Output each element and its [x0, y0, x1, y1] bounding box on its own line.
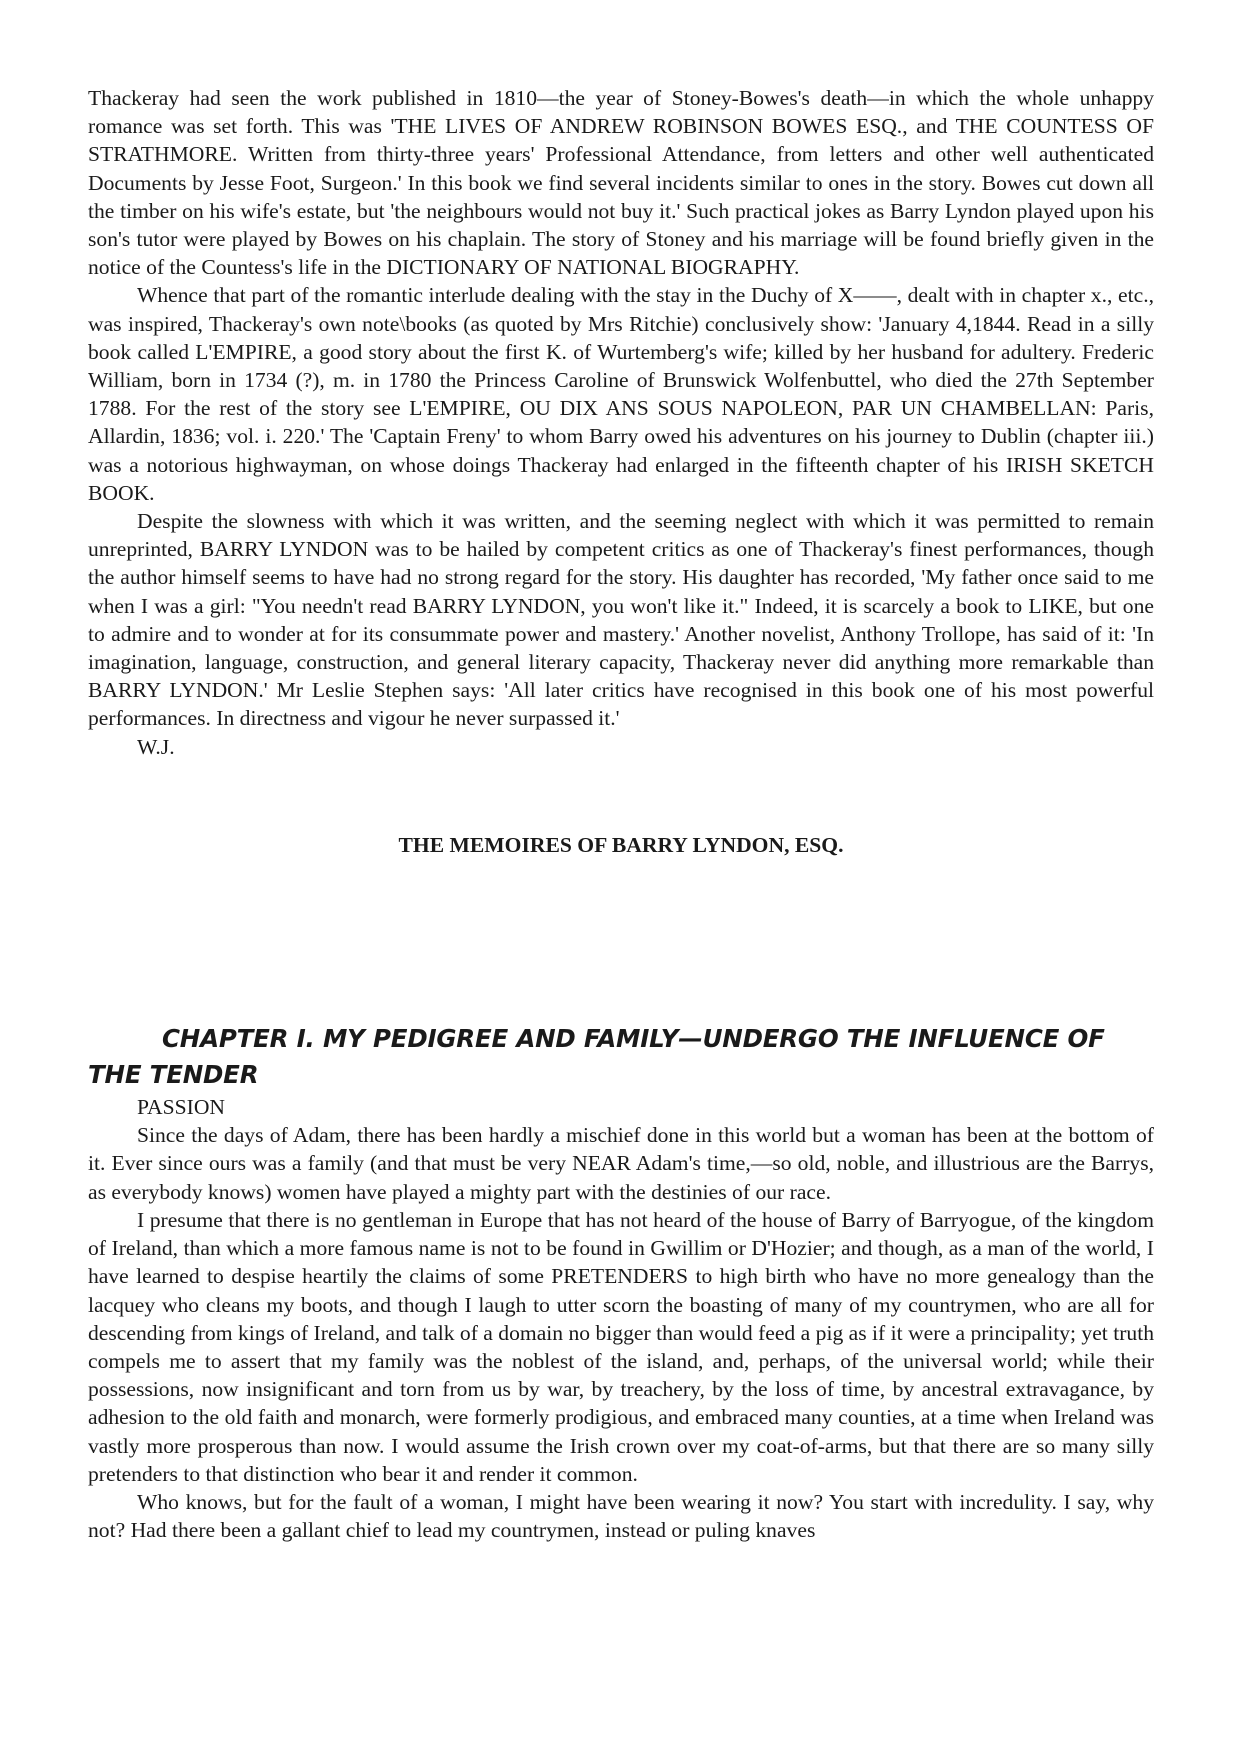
author-initials: W.J.	[137, 734, 175, 759]
chapter-body	[88, 1121, 1154, 1544]
paragraph-house-of-barry: I presume that there is no gentleman in Europe that has not heard of the house of Barry of Barryogue, of the kingdom of Ireland, than which a more famous name is not to be found in Gwillim or D'Hozier; and though, as a man of the world, I have learned to despise heartily the claims of some PRETENDERS to high birth who have no more genealogy than the lacquey who cleans my boots, and though I laugh to utter scorn the boasting of many of my countrymen, who are all for descending from kings of Ireland, and talk of a domain no bigger than would feed a pig as if it were a principality; yet truth compels me to assert that my family was the noblest of the island, and, perhaps, of the universal world; while their possessions, now insignificant and torn from us by war, by treachery, by the loss of time, by ancestral extravagance, by adhesion to the old faith and monarch, were formerly prodigious, and embraced many counties, at a time when Ireland was vastly more prosperous than now. I would assume the Irish crown over my coat-of-arms, but that there are so many silly pretenders to that distinction who bear it and render it common.	[88, 1207, 1154, 1486]
front-matter	[88, 84, 1154, 761]
paragraph-fault-of-a-woman: Who knows, but for the fault of a woman, I might have been wearing it now? You start with incredulity. I say, why not? Had there been a gallant chief to lead my countrymen, instead or puling knaves	[88, 1489, 1154, 1543]
paragraph-adam: Since the days of Adam, there has been hardly a mischief done in this world but a woman has been at the bottom of it. Ever since ours was a family (and that must be very NEAR Adam's time,—so old, noble, and illustrious are the Barrys, as everybody knows) women have played a mighty part with the destinies of our race.	[88, 1123, 1154, 1204]
paragraph-duchy-of-x: Whence that part of the romantic interlude dealing with the stay in the Duchy of X——, dealt with in chapter x., etc., was inspired, Thackeray's own note\books (as quoted by Mrs Ritchie) conclusively show: 'January 4,1844. Read in a silly book called L'EMPIRE, a good story about the first K. of Wurtemberg's wife; killed by her husband for adultery. Frederic William, born in 1734 (?), m. in 1780 the Princess Caroline of Brunswick Wolfenbuttel, who died the 27th September 1788. For the rest of the story see L'EMPIRE, OU DIX ANS SOUS NAPOLEON, PAR UN CHAMBELLAN: Paris, Allardin, 1836; vol. i. 220.' The 'Captain Freny' to whom Barry owed his adventures on his journey to Dublin (chapter iii.) was a notorious highwayman, on whose doings Thackeray had enlarged in the fifteenth chapter of his IRISH SKETCH BOOK.	[88, 283, 1154, 505]
paragraph-critical-reception: Despite the slowness with which it was written, and the seeming neglect with which it was permitted to remain unreprinted, BARRY LYNDON was to be hailed by competent critics as one of Thackeray's finest performances, though the author himself seems to have had no strong regard for the story. His daughter has recorded, 'My father once said to me when I was a girl: "You needn't read BARRY LYNDON, you won't like it." Indeed, it is scarcely a book to LIKE, but one to admire and to wonder at for its consummate power and mastery.' Another novelist, Anthony Trollope, has said of it: 'In imagination, language, construction, and general literary capacity, Thackeray never did anything more remarkable than BARRY LYNDON.' Mr Leslie Stephen says: 'All later critics have recognised in this book one of his most powerful performances. In directness and vigour he never surpassed it.'	[88, 509, 1154, 731]
paragraph-stoney-bowes: Thackeray had seen the work published in 1810—the year of Stoney-Bowes's death—in which the whole unhappy romance was set forth. This was 'THE LIVES OF ANDREW ROBINSON BOWES ESQ., and THE COUNTESS OF STRATHMORE. Written from thirty-three years' Professional Attendance, from letters and other well authenticated Documents by Jesse Foot, Surgeon.' In this book we find several incidents similar to ones in the story. Bowes cut down all the timber on his wife's estate, but 'the neighbours would not buy it.' Such practical jokes as Barry Lyndon played upon his son's tutor were played by Bowes on his chaplain. The story of Stoney and his marriage will be found briefly given in the notice of the Countess's life in the DICTIONARY OF NATIONAL BIOGRAPHY.	[88, 86, 1154, 280]
document-page	[88, 84, 1154, 1544]
book-title: THE MEMOIRES OF BARRY LYNDON, ESQ.	[398, 832, 844, 857]
chapter-heading: CHAPTER I. MY PEDIGREE AND FAMILY—UNDERGO THE INFLUENCE OF THE TENDER	[88, 1024, 1105, 1090]
chapter-heading-continuation: PASSION	[137, 1095, 226, 1120]
